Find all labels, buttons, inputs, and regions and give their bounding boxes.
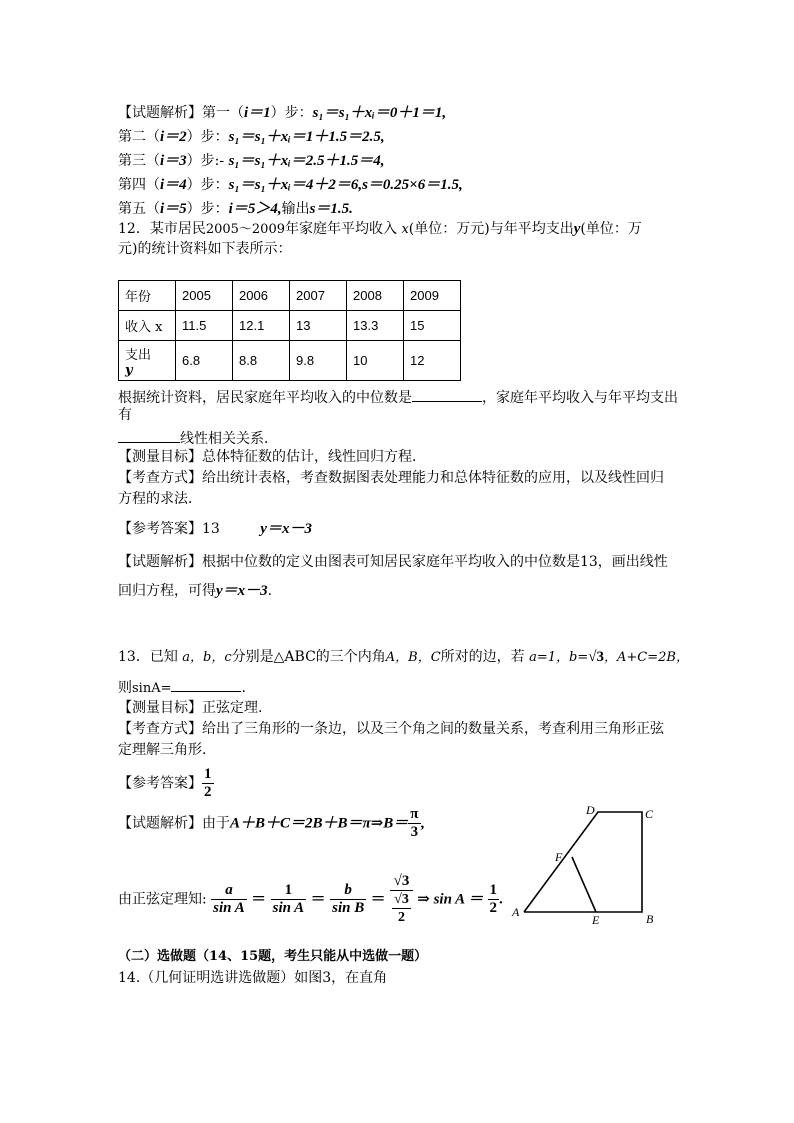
q12-text: 有 <box>118 407 132 423</box>
step-tail: 输出 <box>281 201 310 217</box>
q13-line-1 <box>118 648 689 667</box>
q13-method-1 <box>118 720 664 738</box>
step-3 <box>118 152 385 170</box>
table-row-header <box>119 311 176 341</box>
q12-line-1 <box>118 220 642 239</box>
frac-den: sin A <box>272 900 305 916</box>
frac-den: 3 <box>410 824 419 840</box>
cell-text: 13.3 <box>353 318 379 333</box>
q12-text: 线性相关关系． <box>180 431 278 447</box>
q14-line <box>118 969 387 987</box>
exam-method: 【考查方式】给出统计表格，考查数据图表处理能力和总体特征数的应用，以及线性回归 <box>118 470 664 486</box>
fraction-sqrt3-over-sqrt3-2 <box>390 873 413 926</box>
cell-text: 11.5 <box>182 318 207 333</box>
q12-text: (单位：万元)与年平均支出 <box>408 221 574 237</box>
step-equation: s₁＝s₁＋xᵢ＝2.5＋1.5＝4, <box>228 153 385 169</box>
measure-goal: 【测量目标】总体特征数的估计，线性回归方程． <box>118 449 426 465</box>
fraction-result <box>488 882 500 917</box>
q12-answer <box>118 520 312 538</box>
frac-num: √3 <box>390 873 413 891</box>
step-cond: i＝2 <box>160 129 187 145</box>
exam-method: 方程的求法． <box>118 491 202 507</box>
implies-sinA: ⇒ sin A ＝ <box>417 891 484 908</box>
answer-blank-sinA[interactable] <box>171 677 241 692</box>
q12-text: 12．某市居民 <box>118 221 206 237</box>
cell-text: 收入 x <box>125 320 163 335</box>
q12-ask-2 <box>118 406 132 424</box>
step-label: 第五（ <box>118 201 160 217</box>
q12-text: (单位：万 <box>580 221 642 237</box>
frac-num: 1 <box>271 882 307 900</box>
frac-den: 2 <box>397 910 405 925</box>
cell-text: y <box>125 362 133 378</box>
analysis-text: . <box>267 583 273 599</box>
fraction-b-sinB <box>330 882 366 917</box>
label-C: C <box>645 807 654 821</box>
step-label: 第三（ <box>118 153 160 169</box>
q12-analysis-1 <box>118 553 668 571</box>
label-A: A <box>512 905 520 919</box>
cell-text: 支出 <box>125 347 152 363</box>
frac-num: b <box>330 882 366 900</box>
table-cell <box>176 281 233 311</box>
cell-text: 2006 <box>239 288 268 303</box>
q12-analysis-2 <box>118 582 272 600</box>
frac-num: √3 <box>394 892 409 907</box>
analysis-text: , <box>420 815 425 832</box>
step-equation: i＝5＞4, <box>228 201 282 217</box>
trapezoid-outline <box>524 812 642 912</box>
table-cell <box>404 341 461 381</box>
table-cell <box>347 281 404 311</box>
stats-table <box>118 280 461 381</box>
cell-text: 13 <box>296 318 311 333</box>
q13-text: 13．已知 <box>118 649 178 665</box>
table-row <box>119 341 461 381</box>
answer-equation: y＝x－3 <box>260 521 312 537</box>
table-row <box>119 281 461 311</box>
table-cell <box>347 341 404 381</box>
frac-num: a <box>211 882 247 900</box>
cell-text: 年份 <box>125 290 152 305</box>
table-cell <box>290 341 347 381</box>
step-rest: ）步： <box>270 105 313 121</box>
step-label: 第二（ <box>118 129 160 145</box>
answer-label: 【参考答案】 <box>118 775 202 792</box>
cell-text: 12 <box>410 353 425 368</box>
label-E: E <box>592 913 600 927</box>
q12-line-2 <box>118 240 291 258</box>
q13-relation: ，A+C=2B， <box>604 650 689 665</box>
q13-text: . <box>241 680 246 696</box>
step-rest: ）步： <box>186 201 229 217</box>
cell-text: 2008 <box>353 288 382 303</box>
cell-text: 2009 <box>410 288 439 303</box>
answer-blank-median[interactable] <box>412 387 482 402</box>
q13-text: 分别是△ABC的三个内角 <box>231 649 386 665</box>
q13-method-2 <box>118 741 206 759</box>
step-equation-2: s＝1.5. <box>309 201 353 217</box>
table-cell <box>233 281 290 311</box>
q13-sqrt3: √3 <box>588 649 604 665</box>
fraction-a-sinA <box>211 882 247 917</box>
exam-method: 【考查方式】给出了三角形的一条边，以及三个角之间的数量关系，考查利用三角形正弦 <box>118 721 664 737</box>
q12-text: 元)的统计资料如下表所示： <box>118 241 292 257</box>
analysis-equation: y＝x－3 <box>216 583 268 599</box>
q13-angles: A，B，C <box>385 650 441 665</box>
q13-text: 所对的边，若 <box>440 649 525 665</box>
table-cell <box>233 311 290 341</box>
analysis-text: 回归方程，可得 <box>118 583 216 599</box>
analysis-equation: A＋B＋C＝2B＋B＝π⇒B＝ <box>230 815 409 832</box>
q13-sinA: sinA= <box>132 681 172 696</box>
step-cond: i＝5 <box>160 201 187 217</box>
label-F: F <box>555 850 563 864</box>
q12-ask-3 <box>118 428 278 448</box>
table-cell <box>233 341 290 381</box>
analysis-text: 【试题解析】根据中位数的定义由图表可知居民家庭年平均收入的中位数是13，画出线性 <box>118 554 668 570</box>
table-cell <box>290 311 347 341</box>
q12-method-1 <box>118 469 664 487</box>
cell-text: 2005 <box>182 288 211 303</box>
q13-goal <box>118 699 262 717</box>
frac-den: sin A <box>213 900 245 916</box>
cell-text: 6.8 <box>182 353 201 368</box>
step-cond: i＝1 <box>244 105 271 121</box>
frac-den: sin B <box>332 900 365 916</box>
answer-label: 【参考答案】13 <box>118 521 220 537</box>
step-5 <box>118 200 353 218</box>
q12-text: ，家庭年平均收入与年平均支出 <box>482 390 678 406</box>
table-cell <box>404 311 461 341</box>
cell-text: 10 <box>353 353 368 368</box>
step-label: 【试题解析】第一（ <box>118 105 244 121</box>
label-D: D <box>586 803 595 817</box>
q13-answer <box>118 766 214 801</box>
answer-blank-correlation[interactable] <box>118 428 180 443</box>
table-cell <box>176 311 233 341</box>
q13-text: 则 <box>118 680 132 696</box>
step-cond: i＝4 <box>160 177 187 193</box>
step-4 <box>118 176 463 194</box>
frac-num: 1 <box>489 882 498 898</box>
q13-law-of-sines: 由正弦定理知: $\frac{a}{\text{sin A}}$ ＝ $\frac{1}{\text{sin A}}$ ＝ $\frac{b}{\text{sin B}}$ ＝ $\frac{√3}{\frac{√3}{2}}$ ⇒ sin A ＝ $\frac{1}{2}$ . <box>118 873 503 925</box>
answer-fraction <box>202 766 214 801</box>
table-cell <box>290 281 347 311</box>
q13-analysis-1 <box>118 806 424 841</box>
label-B: B <box>646 912 654 926</box>
q12-var-x: x <box>401 222 409 237</box>
frac-den: 2 <box>204 784 212 800</box>
q12-goal <box>118 448 426 466</box>
q12-ask-1 <box>118 387 678 407</box>
pi-over-3 <box>408 806 420 841</box>
table-row <box>119 311 461 341</box>
analysis-text: . <box>499 891 503 908</box>
cell-text: 2007 <box>296 288 325 303</box>
frac-num: π <box>410 806 419 822</box>
cell-text: 8.8 <box>239 353 258 368</box>
step-2 <box>118 128 385 146</box>
section-optional <box>118 948 427 966</box>
step-rest: ）步： <box>186 177 229 193</box>
table-cell <box>176 341 233 381</box>
geometry-figure <box>508 800 668 928</box>
q12-var-y: y <box>573 221 581 237</box>
cell-text: 15 <box>410 318 425 333</box>
q13-values: a=1，b= <box>529 650 589 665</box>
segment-FE <box>572 857 596 912</box>
step-equation: s₁＝s₁＋xᵢ＝1＋1.5＝2.5, <box>228 129 385 145</box>
step-label: 第四（ <box>118 177 160 193</box>
frac-den <box>390 891 413 926</box>
q13-line-2 <box>118 677 246 698</box>
frac-den: 2 <box>489 900 498 916</box>
step-equation: s₁＝s₁＋xᵢ＝4＋2＝6,s＝0.25×6＝1.5, <box>228 177 463 193</box>
step-cond: i＝3 <box>160 153 187 169</box>
step-rest: ）步： <box>186 129 229 145</box>
section-heading: （二）选做题（14、15题，考生只能从中选做一题） <box>118 949 428 964</box>
measure-goal: 【测量目标】正弦定理. <box>118 700 263 716</box>
exam-method: 定理解三角形. <box>118 742 207 758</box>
q12-years: 2005～2009 <box>205 222 285 237</box>
step-1 <box>118 104 446 122</box>
step-rest: ）步:- <box>186 153 225 169</box>
cell-text: 12.1 <box>239 318 265 333</box>
q14-text: 14.（几何证明选讲选做题）如图3，在直角 <box>118 970 388 986</box>
cell-text: 9.8 <box>296 353 315 368</box>
analysis-text: 由正弦定理知: <box>118 891 207 908</box>
frac-num: 1 <box>204 766 212 782</box>
q12-text: 根据统计资料，居民家庭年平均收入的中位数是 <box>118 390 412 406</box>
q12-method-2 <box>118 490 202 508</box>
analysis-text: 【试题解析】由于 <box>118 815 230 832</box>
table-cell <box>404 281 461 311</box>
q12-text: 年家庭年平均收入 <box>285 221 397 237</box>
fraction-1-sinA <box>271 882 307 917</box>
q13-sides: a，b，c <box>182 650 232 665</box>
table-cell <box>347 311 404 341</box>
table-row-header <box>119 281 176 311</box>
table-row-header <box>119 341 176 381</box>
step-equation: s₁＝s₁＋xᵢ＝0＋1＝1, <box>312 105 447 121</box>
